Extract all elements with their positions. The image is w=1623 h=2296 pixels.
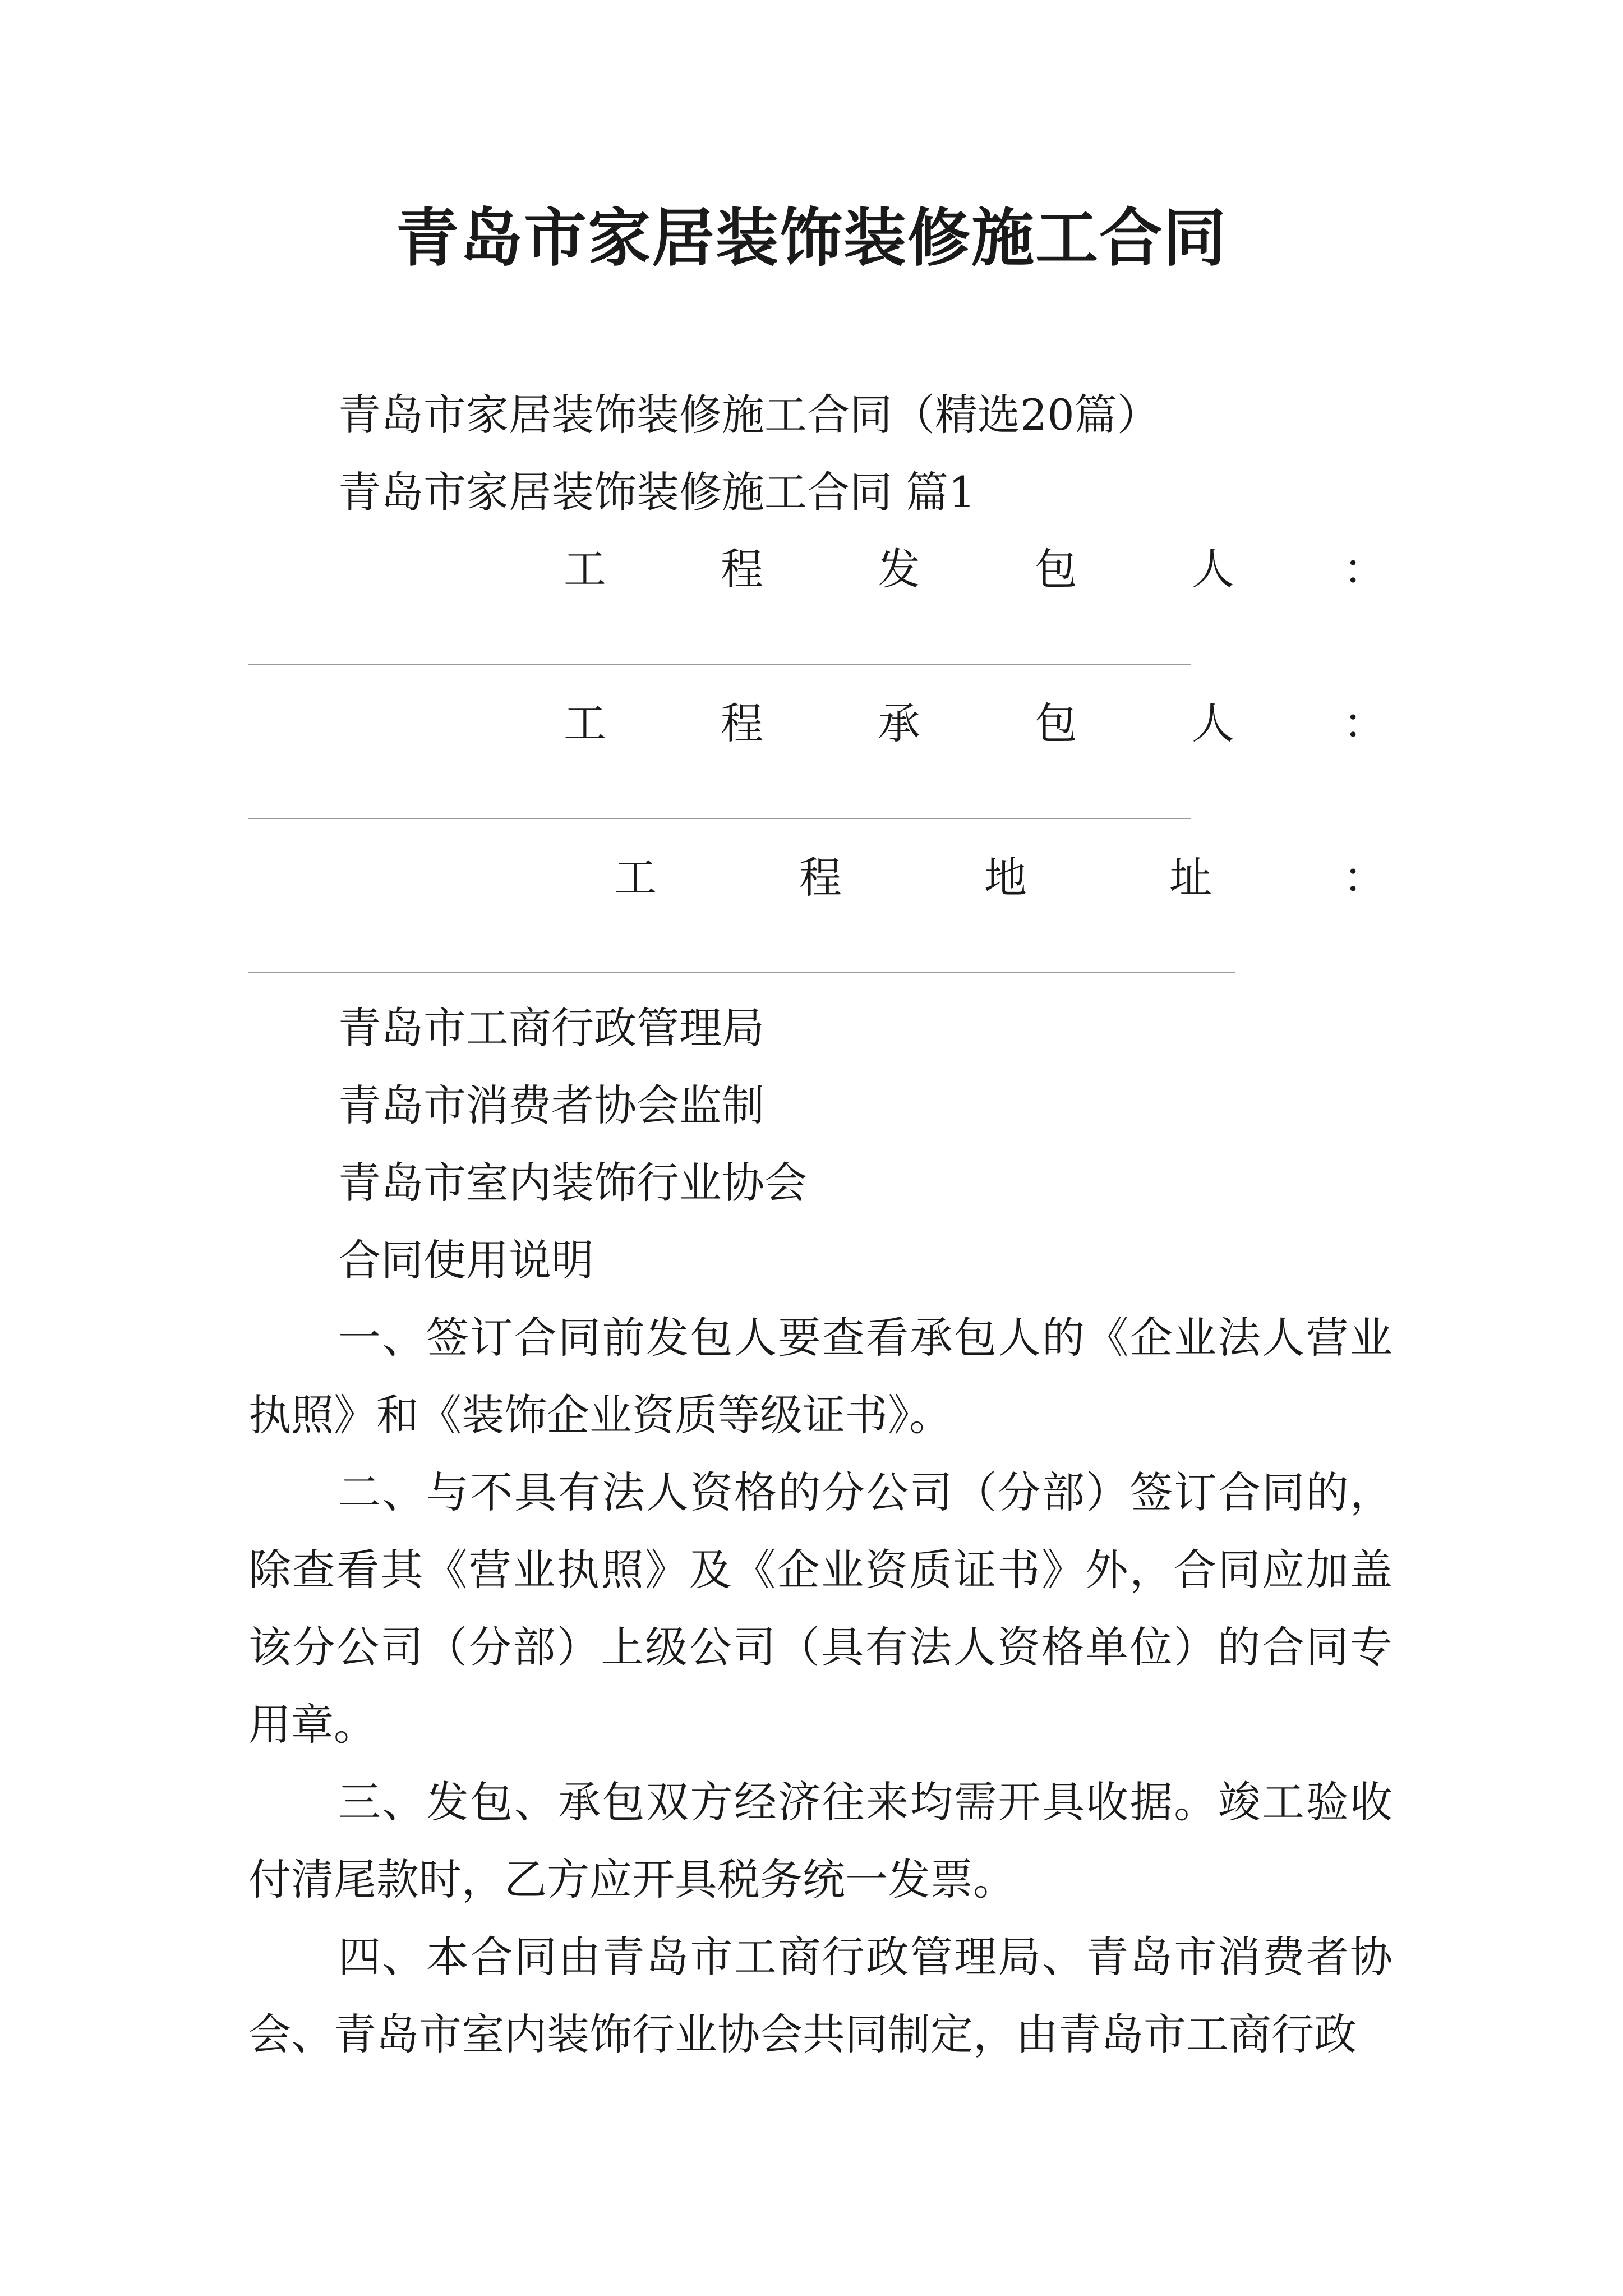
usage-paragraph: 二、与不具有法人资格的分公司（分部）签订合同的，除查看其《营业执照》及《企业资质证书》外，合同应加盖该分公司（分部）上级公司（具有法人资格单位）的合同专用章。 <box>248 1467 1393 1750</box>
field-contractee-char: 人 <box>1192 544 1234 594</box>
field-contractee-char: 程 <box>721 544 763 594</box>
field-contractor-char: 程 <box>721 698 763 748</box>
usage-heading: 合同使用说明 <box>338 1235 594 1285</box>
field-contractee-char: 工 <box>564 544 606 594</box>
field-address-colon: ： <box>1343 853 1386 903</box>
field-contractee-blank-line <box>248 664 1191 665</box>
issuer-line: 青岛市工商行政管理局 <box>338 1003 764 1053</box>
section-heading: 青岛市家居装饰装修施工合同 篇1 <box>338 467 976 517</box>
usage-paragraph: 四、本合同由青岛市工商行政管理局、青岛市消费者协会、青岛市室内装饰行业协会共同制定，由青岛市工商行政 <box>248 1932 1393 2059</box>
field-contractor-char: 工 <box>564 698 606 748</box>
usage-paragraph: 三、发包、承包双方经济往来均需开具收据。竣工验收付清尾款时，乙方应开具税务统一发票。 <box>248 1777 1393 1904</box>
field-contractor-char: 人 <box>1192 698 1234 748</box>
field-address-char: 地 <box>984 853 1027 903</box>
field-contractor-char: 包 <box>1035 698 1077 748</box>
field-contractor-blank-line <box>248 818 1191 819</box>
field-address-blank-line <box>248 972 1235 973</box>
field-contractee-char: 发 <box>878 544 920 594</box>
field-address-char: 址 <box>1169 853 1212 903</box>
issuer-line: 青岛市消费者协会监制 <box>338 1080 764 1130</box>
document-subtitle: 青岛市家居装饰装修施工合同（精选20篇） <box>338 390 1160 440</box>
field-contractee-char: 包 <box>1035 544 1077 594</box>
field-contractor-char: 承 <box>878 698 920 748</box>
field-contractee-colon: ： <box>1343 544 1386 594</box>
issuer-line: 青岛市室内装饰行业协会 <box>338 1158 807 1208</box>
field-address-char: 程 <box>799 853 842 903</box>
field-contractor-colon: ： <box>1343 698 1386 748</box>
document-title: 青岛市家居装饰装修施工合同 <box>396 201 1227 275</box>
field-address-char: 工 <box>614 853 657 903</box>
usage-paragraph: 一、签订合同前发包人要查看承包人的《企业法人营业执照》和《装饰企业资质等级证书》。 <box>248 1313 1393 1440</box>
